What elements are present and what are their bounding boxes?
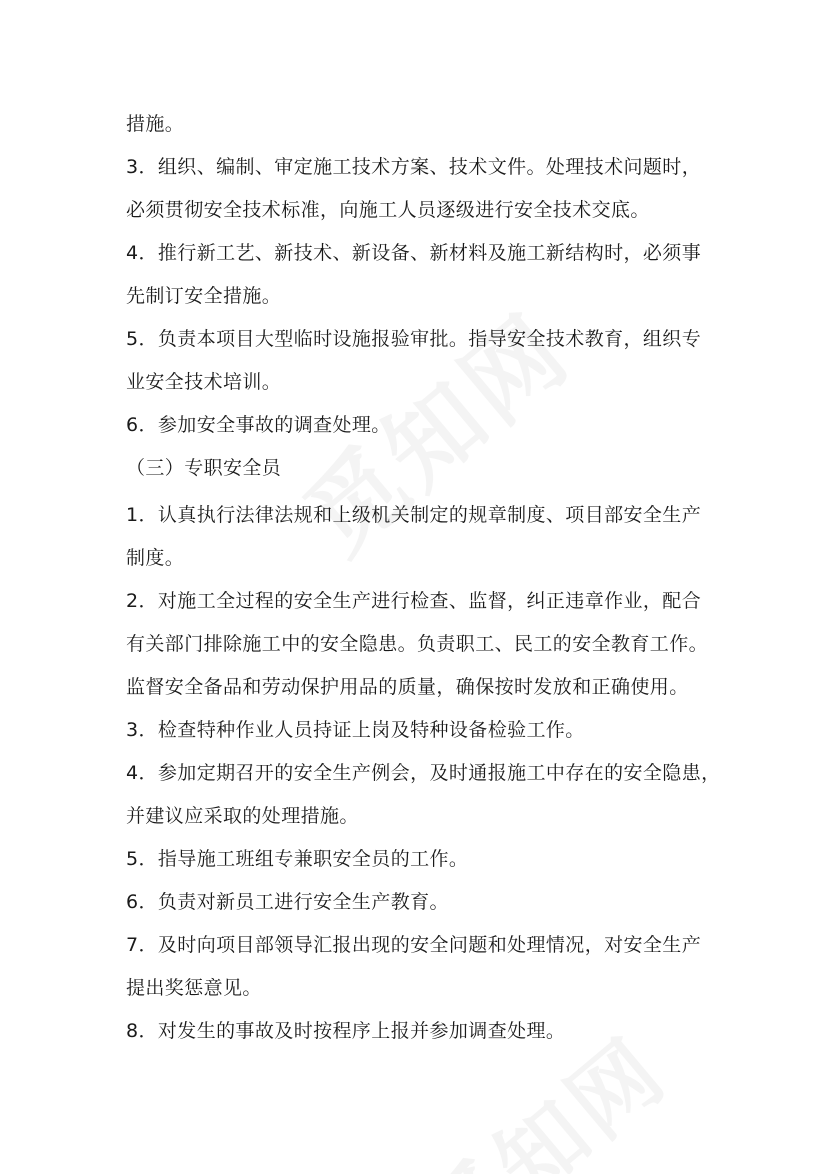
text-line: 6．参加安全事故的调查处理。 xyxy=(126,414,391,436)
text-line: 4．参加定期召开的安全生产例会，及时通报施工中存在的安全隐患， xyxy=(126,762,721,784)
text-line: 1．认真执行法律法规和上级机关制定的规章制度、项目部安全生产 xyxy=(126,504,702,526)
text-line: 3．组织、编制、审定施工技术方案、技术文件。处理技术问题时， xyxy=(126,156,702,178)
text-line: 制度。 xyxy=(126,547,185,569)
text-line: 4．推行新工艺、新技术、新设备、新材料及施工新结构时，必须事 xyxy=(126,242,702,264)
section-heading: （三）专职安全员 xyxy=(126,457,282,479)
text-line: 5．负责本项目大型临时设施报验审批。指导安全技术教育，组织专 xyxy=(126,328,702,350)
text-line: 6．负责对新员工进行安全生产教育。 xyxy=(126,891,449,913)
text-line: 措施。 xyxy=(126,113,185,135)
text-line: 2．对施工全过程的安全生产进行检查、监督，纠正违章作业，配合 xyxy=(126,590,702,612)
text-line: 监督安全备品和劳动保护用品的质量，确保按时发放和正确使用。 xyxy=(126,676,689,698)
text-line: 8．对发生的事故及时按程序上报并参加调查处理。 xyxy=(126,1020,566,1042)
text-line: 3．检查特种作业人员持证上岗及特种设备检验工作。 xyxy=(126,719,585,741)
text-line: 并建议应采取的处理措施。 xyxy=(126,805,359,827)
text-line: 提出奖惩意见。 xyxy=(126,977,262,999)
text-line: 有关部门排除施工中的安全隐患。负责职工、民工的安全教育工作。 xyxy=(126,633,709,655)
text-line: 先制订安全措施。 xyxy=(126,285,282,307)
text-line: 业安全技术培训。 xyxy=(126,371,282,393)
text-line: 必须贯彻安全技术标准，向施工人员逐级进行安全技术交底。 xyxy=(126,199,650,221)
text-line: 5．指导施工班组专兼职安全员的工作。 xyxy=(126,848,469,870)
text-line: 7．及时向项目部领导汇报出现的安全问题和处理情况，对安全生产 xyxy=(126,934,702,956)
